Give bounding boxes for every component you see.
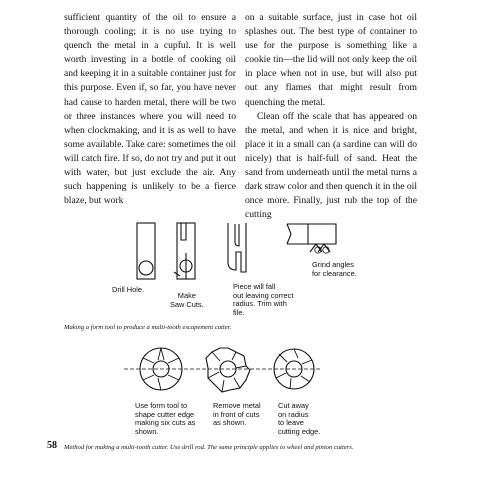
label-remove-metal: Remove metal in front of cuts as shown. xyxy=(213,401,261,428)
rod-with-drill-hole xyxy=(137,223,155,279)
label-piece-fall: Piece will fall out leaving correct radius. Trim with file. xyxy=(233,282,294,317)
label-use-form-tool: Use form tool to shape cutter edge making six cuts as shown. xyxy=(135,401,196,436)
paragraph: on a suitable surface, just in case hot oil splashes out. The best type of container to use for the purpose is something like a cookie tin—the lid will not only keep the oil in place when not in use, but will also put out any flames that might result from quenching the metal. xyxy=(245,12,417,108)
figure-2-caption: Method for making a multi-tooth cutter. Use drill rod. The same principle applies to wheel and pinion cutters. xyxy=(64,444,354,451)
label-drill-hole: Drill Hole. xyxy=(112,285,145,294)
paragraph: sufficient quantity of the oil to ensure a thorough cooling; it is no use trying to quench the metal in a cupful. It is well worth investing in a bottle of cooking oil and keeping it in a suitable container just for this purpose. Even if, so far, you have never had cause to harden metal, there will be two or three instances where you will need to when clockmaking, and it is as well to have some available. Take care: sometimes the oil will catch fire. If so, do not try and put it out with water, but just exclude the air. Any such happening is unlikely to be a fierce blaze, but work xyxy=(64,12,236,207)
figure-2-drawing xyxy=(124,348,320,392)
rod-trimmed xyxy=(228,223,246,272)
rod-with-saw-cuts xyxy=(174,223,195,279)
label-saw-cuts: Make Saw Cuts. xyxy=(170,291,204,309)
label-cut-away: Cut away on radius to leave cutting edge. xyxy=(278,401,321,436)
paragraph: Clean off the scale that has appeared on the metal, and when it is nice and bright, place it in a small can (a sardine can will do nicely) that is half-full of sand. Heat the sand from underneath until the metal turns a dark straw color and then quench it in the oil once more. Finally, just rub the top of the cutting xyxy=(245,110,417,221)
figure-1-caption: Making a form tool to produce a multi-tooth escapement cutter. xyxy=(64,324,232,331)
label-grind-angles: Grind angles for clearance. xyxy=(312,260,357,278)
page-number: 58 xyxy=(47,440,57,451)
cutter-cut-disc xyxy=(206,348,250,392)
